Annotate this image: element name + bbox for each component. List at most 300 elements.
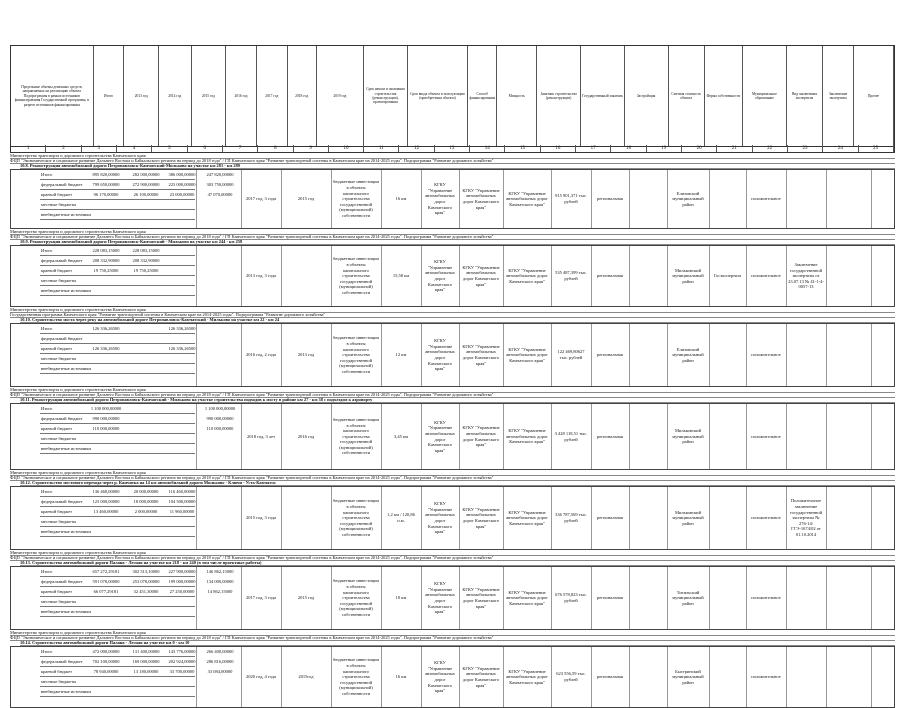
column-divider [381, 487, 382, 549]
cost-cell: 336 787,569 тыс. рублей [555, 512, 587, 523]
expertise-type-cell [711, 569, 744, 627]
column-divider [241, 170, 242, 228]
financing-source: внебюджетные источники [41, 609, 91, 614]
column-divider [196, 487, 197, 549]
customer-cell: КГКУ "Управление автомобильных дорог Камчатского края" [425, 501, 455, 535]
municipality-cell: Мильковский муниципальный район [672, 267, 704, 284]
column-number: 16 [541, 145, 576, 152]
financing-row [40, 667, 233, 677]
financing-row [40, 497, 195, 507]
financing-row [40, 256, 195, 266]
column-divider [709, 647, 710, 707]
column-divider [381, 647, 382, 707]
column-divider [331, 404, 332, 469]
column-divider [551, 404, 552, 469]
financing-source: краевой бюджет [41, 426, 73, 431]
column-divider [786, 647, 787, 707]
financing-table [40, 246, 195, 306]
financing-value: 19 750,25000 [93, 268, 119, 273]
financing-row [40, 687, 195, 697]
column-number: 24 [823, 145, 858, 152]
financing-source: Итого [41, 248, 53, 253]
financing-value: 18 000,00000 [133, 499, 159, 504]
column-divider [331, 647, 332, 707]
financing-value: 1 100 000,00000 [204, 406, 236, 411]
financing-table [40, 170, 234, 228]
financing-source: краевой бюджет [41, 192, 73, 197]
power-cell: 16 км [395, 196, 407, 202]
column-divider [826, 404, 827, 469]
period-cell: 2017 год, 3 года [245, 595, 277, 601]
goal-row: Министерство транспорта и дорожного строительства Камчатского края [10, 387, 895, 393]
column-number: 11 [364, 145, 399, 152]
column-divider [746, 246, 747, 306]
column-divider [196, 170, 197, 228]
financing-source: местные бюджеты [41, 519, 77, 524]
period-cell: 2020 год, 4 года [245, 674, 277, 680]
financing-value: 266 400,00000 [206, 649, 234, 654]
financing-source: Итого [41, 326, 53, 331]
municipality-cell: Мильковский муниципальный район [672, 428, 704, 445]
municipality-cell: Мильковский муниципальный район [672, 509, 704, 526]
financing-source: краевой бюджет [41, 346, 73, 351]
vvod-cell: 2015 год [297, 196, 315, 202]
state-customer-cell: КГКУ "Управление автомобильных дорог Камчатского края" [462, 506, 500, 529]
column-number: 25 [859, 145, 894, 152]
column-divider [629, 324, 630, 386]
power-cell: 16 км [395, 674, 407, 680]
column-divider [459, 487, 460, 549]
cost-cell: 122 469,80627 тыс. рублей [557, 349, 585, 360]
object-block [10, 245, 895, 307]
financing-table [40, 324, 195, 386]
column-divider [459, 324, 460, 386]
column-divider [746, 567, 747, 629]
financing-value: 20 000,00000 [133, 489, 159, 494]
financing-source: местные бюджеты [41, 436, 77, 441]
financing-value: 2 000,00000 [134, 509, 158, 514]
fcp-row: ФЦП "Экономическое и социальное развитие Дальнего Востока и Байкальского региона на период до 2018 года" / ГП Камчатского края "Развитие транспортной системы в Камчатском крае на 2014-2025 годы". Подпрограмма "Развитие дорожного хозяйства" [10, 392, 895, 398]
financing-source: федеральный бюджет [41, 659, 83, 664]
financing-source: федеральный бюджет [41, 416, 83, 421]
goal-row: Министерство транспорта и дорожного строительства Камчатского края [10, 307, 895, 313]
expertise-type-cell [711, 172, 744, 226]
column-divider [786, 567, 787, 629]
column-divider [591, 647, 592, 707]
header-cell: Муниципальное образование [743, 46, 787, 146]
column-divider [331, 567, 332, 629]
column-divider [196, 324, 197, 386]
column-numbers-row [10, 145, 895, 153]
financing-row [40, 657, 234, 667]
column-number: 12 [399, 145, 434, 152]
column-divider [629, 246, 630, 306]
state-customer-cell: КГКУ "Управление автомобильных дорог Камчатского края" [462, 665, 500, 688]
method-cell: бюджетные инвестиции в объекты капитального строительства государственной (муниципальной) собственности [333, 416, 379, 456]
vvod-cell [283, 489, 329, 547]
financing-value: 146 862,15000 [206, 569, 234, 574]
financing-row [40, 414, 234, 424]
financing-row [40, 170, 234, 180]
column-divider [871, 170, 872, 228]
ownership-cell: региональная [597, 273, 623, 279]
fcp-row: ФЦП "Экономическое и социальное развитие Дальнего Востока и Байкальского региона на период до 2018 года" / ГП Камчатского края "Развитие транспортной системы в Камчатском крае на 2014-2025 годы". Подпрограмма "Развитие дорожного хозяйства" [10, 475, 895, 481]
financing-value: 282 000,00000 [132, 172, 160, 177]
goal-row: Министерство транспорта и дорожного строительства Камчатского края [10, 630, 895, 636]
method-cell: бюджетные инвестиции в объекты капитального строительства государственной (муниципальной) собственности [333, 256, 379, 295]
column-divider [709, 487, 710, 549]
column-divider [746, 404, 747, 469]
ownership-cell: региональная [597, 352, 623, 358]
goal-row: Министерство транспорта и дорожного строительства Камчатского края [10, 470, 895, 476]
vvod-cell: 2015год [298, 674, 314, 680]
column-number: 4 [117, 145, 152, 152]
header-cell: 2016 год [226, 46, 257, 146]
column-divider [667, 567, 668, 629]
financing-row [40, 507, 195, 517]
column-divider [709, 170, 710, 228]
column-number: 8 [258, 145, 293, 152]
column-divider [786, 170, 787, 228]
cost-cell: 915 901,371 тыс. рублей [555, 193, 587, 204]
column-divider [786, 404, 787, 469]
method-cell: бюджетные инвестиции в объекты капитального строительства государственной (муниципальной) собственности [333, 657, 379, 696]
column-divider [786, 487, 787, 549]
column-divider [241, 404, 242, 469]
column-divider [196, 246, 197, 306]
column-divider [551, 170, 552, 228]
financing-value: 702 100,00000 [92, 659, 120, 664]
column-divider [421, 246, 422, 306]
financing-source: Итого [41, 489, 53, 494]
column-divider [629, 404, 630, 469]
column-divider [459, 170, 460, 228]
financing-row [40, 344, 195, 354]
column-divider [331, 324, 332, 386]
other-cell: Заключение государственной экспертизы от 23.07.13 № 41-1-4-0057-13 [788, 262, 824, 290]
financing-value: 13 460,00000 [93, 509, 119, 514]
financing-value: 990 000,00000 [206, 416, 234, 421]
power-cell: 10 км [395, 595, 407, 601]
column-divider [709, 404, 710, 469]
column-divider [331, 246, 332, 306]
goal-row: Министерство транспорта и дорожного строительства Камчатского края [10, 550, 895, 556]
object-block [10, 323, 895, 387]
column-divider [667, 170, 668, 228]
column-divider [591, 487, 592, 549]
conclusion-cell: положительное [751, 433, 781, 439]
header-cell: 2019 год [317, 46, 364, 146]
method-cell: бюджетные инвестиции в объекты капитального строительства государственной (муниципальной) собственности [333, 578, 379, 617]
financing-value: 228 083,15000 [92, 248, 120, 253]
financing-table [40, 404, 236, 469]
column-divider [746, 324, 747, 386]
header-cell: Заключение экспертизы [823, 46, 854, 146]
object-title: 10.13. Строительство автомобильной дороги Палана - Лесная на участке км 218 - км 240 (в том числе проектные работы) [20, 560, 895, 566]
financing-value: 169 000,00000 [132, 659, 160, 664]
column-divider [459, 246, 460, 306]
header-cell: Предельные объемы денежных средств, направляемых на реализацию объекта Подпрограммы в рамках источников финансирования Государственной программы, в разрезе источников финансирования [11, 46, 94, 146]
financing-value: 272 900,00000 [132, 182, 160, 187]
financing-row [40, 607, 195, 617]
financing-source: федеральный бюджет [41, 258, 83, 263]
developer-cell: КГКУ "Управление автомобильных дорог Камчатского края" [506, 267, 548, 284]
header-cell: Сметная стоимость объекта [669, 46, 705, 146]
method-cell: бюджетные инвестиции в объекты капитального строительства государственной (муниципальной) собственности [333, 498, 379, 537]
financing-row [40, 587, 233, 597]
financing-source: федеральный бюджет [41, 182, 83, 187]
financing-value: 223 000,00000 [168, 182, 196, 187]
column-divider [709, 324, 710, 386]
financing-source: краевой бюджет [41, 589, 73, 594]
financing-source: Итого [41, 406, 53, 411]
financing-row [40, 334, 195, 344]
other-cell [788, 406, 824, 467]
financing-value: 143 776,00000 [168, 649, 196, 654]
object-title: 10.14. Строительство автомобильной дороги Палана - Лесная на участке км 0 - км 10 [20, 640, 895, 646]
object-block [10, 646, 895, 708]
financing-row [40, 404, 236, 414]
developer-cell: КГКУ "Управление автомобильных дорог Камчатского края" [506, 346, 548, 363]
column-divider [281, 487, 282, 549]
column-divider [591, 324, 592, 386]
conclusion-cell: положительное [751, 352, 781, 358]
power-cell: 12 км [395, 352, 407, 358]
header-cell: Итого [94, 46, 125, 146]
header-cell: Вид заключения экспертизы [787, 46, 823, 146]
power-cell: 15,58 км [392, 273, 410, 279]
column-divider [746, 487, 747, 549]
header-cell: 2014 год [159, 46, 192, 146]
column-number: 18 [611, 145, 646, 152]
object-title: 10.11. Реконструкция автомобильной дороги Петропавловск-Камчатский - Мильково на участке строительства подходов к мосту в районе км 27 - км 38 с подъездом к аэропорту [20, 397, 895, 403]
financing-value: 131 400,00000 [132, 649, 160, 654]
financing-source: местные бюджеты [41, 599, 77, 604]
column-divider [667, 404, 668, 469]
column-number: 1 [11, 145, 46, 152]
column-divider [459, 647, 460, 707]
state-customer-cell: КГКУ "Управление автомобильных дорог Камчатского края" [462, 586, 500, 609]
financing-value: 136 460,00000 [92, 489, 120, 494]
column-divider [667, 487, 668, 549]
column-divider [381, 246, 382, 306]
ownership-cell: региональная [597, 515, 623, 521]
financing-value: 26 100,00000 [133, 192, 159, 197]
developer-cell: КГКУ "Управление автомобильных дорог Камчатского края" [506, 589, 548, 606]
column-divider [503, 567, 504, 629]
header-cell: Прочее [854, 46, 894, 146]
financing-source: внебюджетные источники [41, 288, 91, 293]
column-divider [629, 487, 630, 549]
state-customer-cell: КГКУ "Управление автомобильных дорог Камчатского края" [462, 187, 500, 210]
expertise-type-cell [711, 406, 744, 467]
customer-cell: КГКУ "Управление автомобильных дорог Камчатского края" [425, 660, 455, 694]
vvod-cell: 2016 год [297, 433, 315, 439]
header-cell: Форма собственности [705, 46, 743, 146]
financing-row [40, 424, 234, 434]
header-cell: Срок ввода объекта в эксплуатацию (приобретения объекта) [408, 46, 468, 146]
cost-cell: 535 487,399 тыс. рублей [555, 270, 587, 281]
cost-cell: 676 578,823 тыс. рублей [555, 592, 587, 603]
financing-source: Итого [41, 569, 53, 574]
ownership-cell: региональная [597, 196, 623, 202]
column-divider [459, 567, 460, 629]
state-customer-cell: КГКУ "Управление автомобильных дорог Камчатского края" [462, 264, 500, 287]
header-cell: 2013 год [124, 46, 159, 146]
expertise-type-cell [711, 326, 744, 384]
financing-value: 895 820,00000 [92, 172, 120, 177]
other-cell [788, 649, 824, 705]
column-divider [826, 567, 827, 629]
column-divider [503, 647, 504, 707]
header-cell: Застройщик [625, 46, 669, 146]
column-divider [421, 567, 422, 629]
other-cell: Положительное заключение государственной экспертизы № 276-14/ГГЭ-1674/02 от 01.10.2014 [789, 498, 823, 537]
column-divider [629, 567, 630, 629]
column-divider [381, 324, 382, 386]
financing-value: 13 180,00000 [133, 669, 159, 674]
financing-source: внебюджетные источники [41, 212, 91, 217]
expertise-type-cell [711, 649, 744, 705]
financing-value: 96 170,00000 [93, 192, 119, 197]
column-divider [281, 246, 282, 306]
header-cell: 2017 год [257, 46, 288, 146]
municipality-cell: Елизовский муниципальный район [672, 346, 704, 363]
column-divider [331, 170, 332, 228]
financing-value: 33 084,00000 [207, 669, 233, 674]
customer-cell: КГКУ "Управление автомобильных дорог Камчатского края" [425, 581, 455, 615]
fcp-row: ФЦП "Экономическое и социальное развитие Дальнего Востока и Байкальского региона на период до 2018 года" / ГП Камчатского края "Развитие транспортной системы в Камчатском крае на 2014-2025 годы". Подпрограмма "Развитие дорожного хозяйства" [10, 234, 895, 240]
financing-value: 104 500,00000 [168, 499, 196, 504]
other-cell [788, 172, 824, 226]
financing-value: 1 100 000,00000 [90, 406, 122, 411]
financing-value: 472 000,00000 [92, 649, 120, 654]
column-divider [551, 647, 552, 707]
financing-value: 11 960,00000 [169, 509, 195, 514]
column-divider [421, 170, 422, 228]
column-number: 6 [188, 145, 223, 152]
conclusion-cell: положительное [751, 196, 781, 202]
financing-source: Итого [41, 172, 53, 177]
financing-value: 247 820,00000 [206, 172, 234, 177]
financing-value: 27 250,00000 [169, 589, 195, 594]
column-divider [826, 487, 827, 549]
financing-row [40, 527, 195, 537]
financing-source: федеральный бюджет [41, 499, 83, 504]
column-number: 23 [788, 145, 823, 152]
column-number: 13 [435, 145, 470, 152]
financing-row [40, 364, 195, 374]
column-divider [871, 324, 872, 386]
column-divider [421, 324, 422, 386]
customer-cell: КГКУ "Управление автомобильных дорог Камчатского края" [425, 259, 455, 293]
column-divider [871, 647, 872, 707]
column-divider [241, 246, 242, 306]
financing-source: местные бюджеты [41, 278, 77, 283]
financing-value: 386 000,00000 [168, 172, 196, 177]
column-number: 3 [82, 145, 117, 152]
financing-value: 990 000,00000 [92, 416, 120, 421]
column-divider [381, 170, 382, 228]
column-divider [331, 487, 332, 549]
column-divider [421, 647, 422, 707]
financing-row [40, 577, 234, 587]
customer-cell: КГКУ "Управление автомобильных дорог Камчатского края" [425, 338, 455, 372]
financing-row [40, 567, 234, 577]
column-divider [871, 246, 872, 306]
financing-value: 134 000,00000 [206, 579, 234, 584]
developer-cell: КГКУ "Управление автомобильных дорог Камчатского края" [506, 509, 548, 526]
financing-value: 19 750,25000 [133, 268, 159, 273]
financing-value: 286 816,00000 [206, 659, 234, 664]
column-divider [871, 487, 872, 549]
object-title: 10.8. Реконструкция автомобильной дороги Петропавловск-Камчатский-Мильково на участке км 281 - км 289 [20, 163, 895, 169]
column-number: 5 [152, 145, 187, 152]
financing-source: Итого [41, 649, 53, 654]
financing-value: 657 272,29181 [92, 569, 120, 574]
financing-value: 78 940,00000 [93, 669, 119, 674]
method-cell: бюджетные инвестиции в объекты капитального строительства государственной (муниципальной) собственности [333, 335, 379, 374]
municipality-cell: Елизовский муниципальный район [672, 190, 704, 207]
financing-row [40, 180, 234, 190]
conclusion-cell: положительное [751, 515, 781, 521]
header-cell: Мощность [497, 46, 537, 146]
object-block [10, 566, 895, 630]
municipality-cell: Тигильский муниципальный район [672, 589, 704, 606]
column-divider [503, 404, 504, 469]
column-divider [281, 404, 282, 469]
financing-table [40, 647, 234, 707]
column-divider [381, 567, 382, 629]
fcp-row: ФЦП "Экономическое и социальное развитие Дальнего Востока и Байкальского региона на период до 2018 года" / ГП Камчатского края "Развитие транспортной системы в Камчатском крае на 2014-2025 годы". Подпрограмма "Развитие дорожного хозяйства" [10, 555, 895, 561]
financing-source: федеральный бюджет [41, 579, 83, 584]
developer-cell: КГКУ "Управление автомобильных дорог Камчатского края" [506, 190, 548, 207]
column-number: 7 [223, 145, 258, 152]
financing-value: 208 332,90000 [92, 258, 120, 263]
column-number: 19 [647, 145, 682, 152]
column-divider [551, 487, 552, 549]
financing-source: внебюджетные источники [41, 689, 91, 694]
column-divider [786, 246, 787, 306]
financing-value: 123 000,00000 [92, 499, 120, 504]
header-cell: Государственный заказчик [581, 46, 625, 146]
column-divider [667, 246, 668, 306]
column-number: 14 [470, 145, 505, 152]
customer-cell: КГКУ "Управление автомобильных дорог Камчатского края" [425, 419, 455, 453]
vvod-cell: 2015 год [297, 595, 315, 601]
financing-row [40, 210, 195, 220]
financing-value: 126 336,26500 [92, 326, 120, 331]
column-divider [241, 324, 242, 386]
goal-row: Министерство транспорта и дорожного строительства Камчатского края [10, 153, 895, 159]
conclusion-cell: положительное [751, 674, 781, 680]
expertise-type-cell: Госэкспертиза [713, 273, 742, 279]
column-divider [709, 567, 710, 629]
state-customer-cell: КГКУ "Управление автомобильных дорог Камчатского края" [462, 343, 500, 366]
object-block [10, 486, 895, 550]
financing-value: 302 513,10000 [132, 569, 160, 574]
header-cell: Срок начала и окончания строительства (реконструкции), проектирования [364, 46, 408, 146]
cost-cell: 623 556,59 тыс. рублей [556, 671, 586, 682]
financing-source: внебюджетные источники [41, 366, 91, 371]
financing-value: 116 460,00000 [168, 489, 196, 494]
financing-table [40, 487, 195, 549]
customer-cell: КГКУ "Управление автомобильных дорог Камчатского края" [425, 182, 455, 216]
column-number: 17 [576, 145, 611, 152]
financing-row [40, 200, 195, 210]
column-divider [241, 567, 242, 629]
developer-cell: КГКУ "Управление автомобильных дорог Камчатского края" [506, 428, 548, 445]
